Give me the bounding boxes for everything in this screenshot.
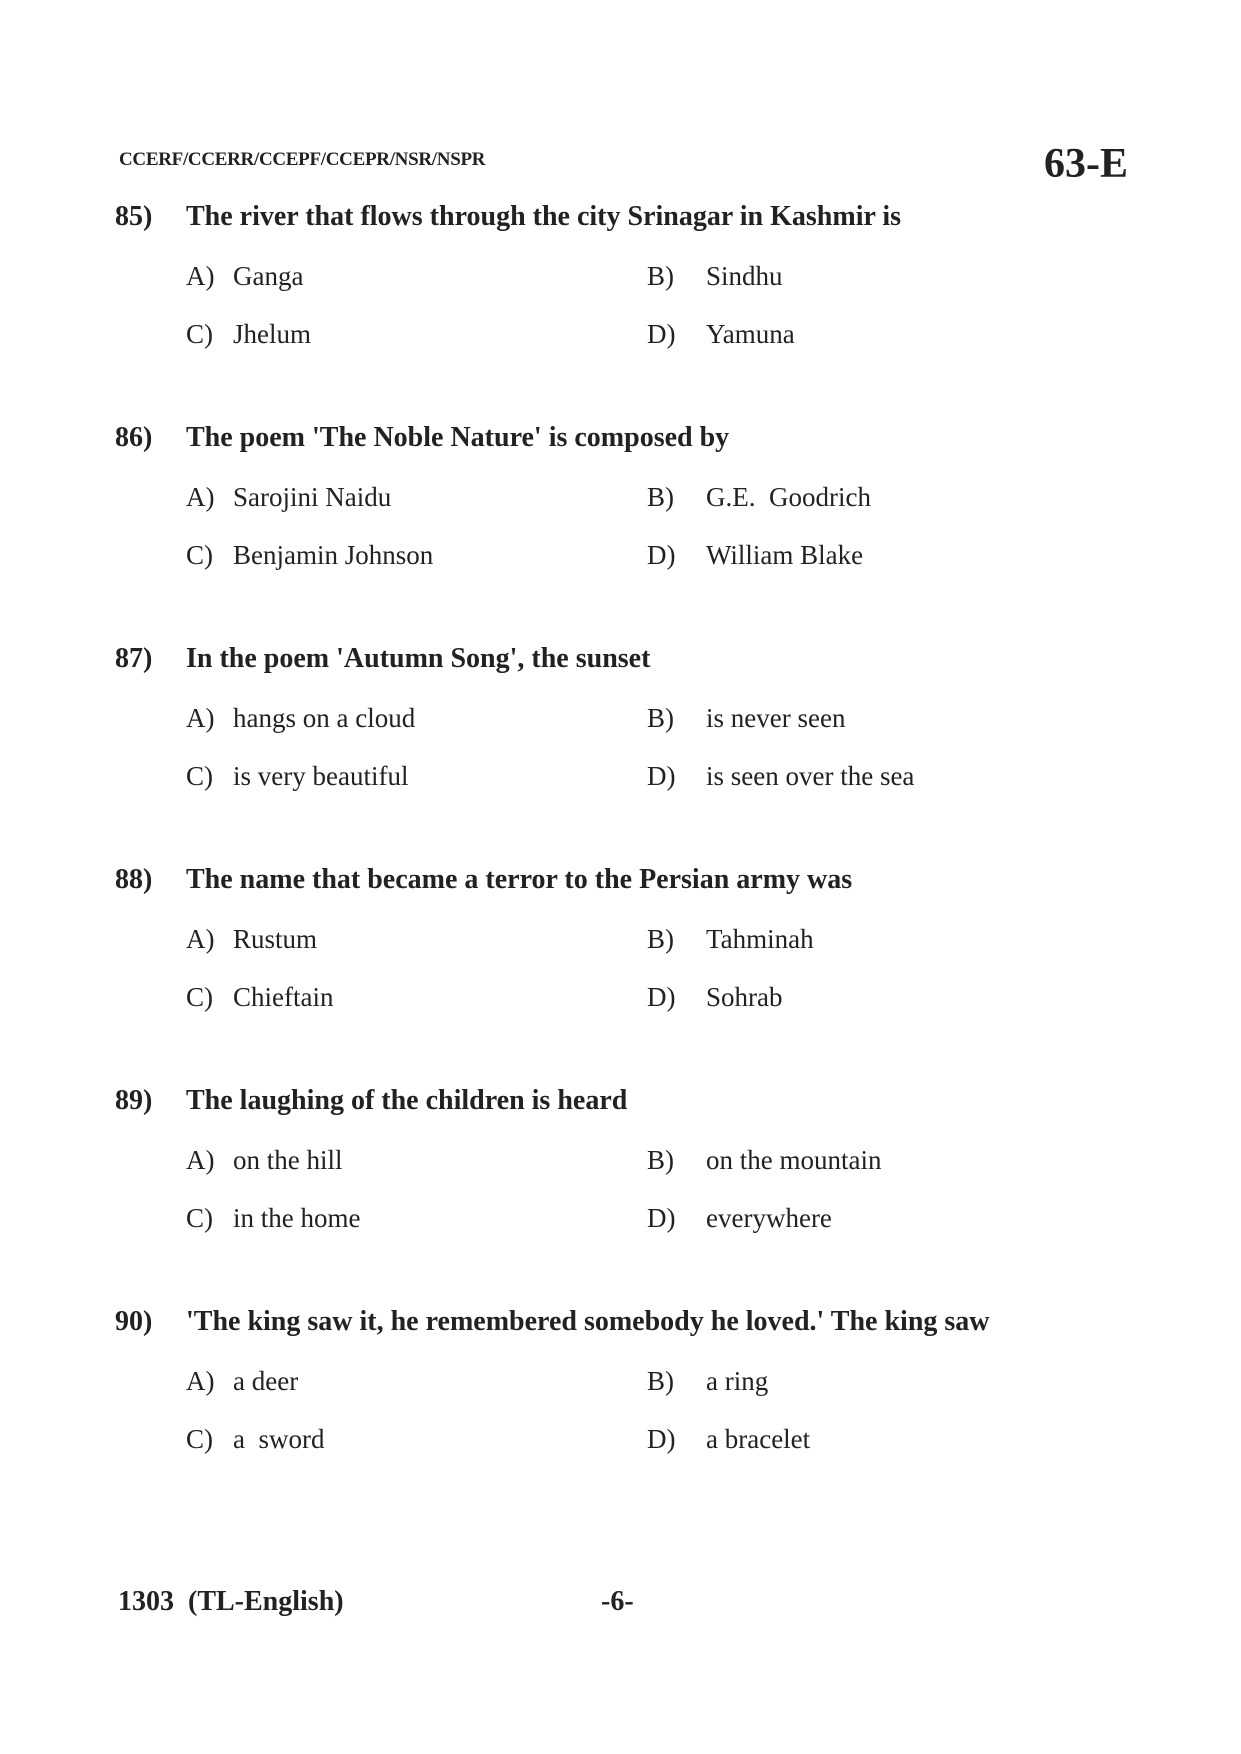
question-88 <box>115 860 1125 1017</box>
option-text: G.E. Goodrich <box>706 482 871 512</box>
option-text: Sohrab <box>706 982 783 1012</box>
question-89 <box>115 1081 1125 1238</box>
question-text: The name that became a terror to the Persian army was <box>186 864 853 895</box>
question-number: 88) <box>115 864 153 895</box>
option-letter: C) <box>186 982 213 1012</box>
option-letter: B) <box>647 1145 674 1175</box>
option-letter: D) <box>647 761 676 791</box>
question-number: 85) <box>115 201 153 232</box>
question-number: 89) <box>115 1085 153 1116</box>
option-text: a sword <box>233 1424 325 1454</box>
question-set-code: 63-E <box>1044 141 1128 187</box>
exam-code: CCERF/CCERR/CCEPF/CCEPR/NSR/NSPR <box>119 149 486 170</box>
option-letter: D) <box>647 540 676 570</box>
option-letter: C) <box>186 1424 213 1454</box>
question-text: The poem 'The Noble Nature' is composed by <box>186 422 730 453</box>
option-text: everywhere <box>706 1203 832 1233</box>
option-letter: A) <box>186 261 215 291</box>
option-letter: B) <box>647 924 674 954</box>
option-text: Rustum <box>233 924 318 954</box>
question-text: The laughing of the children is heard <box>186 1085 628 1116</box>
option-letter: C) <box>186 761 213 791</box>
option-letter: A) <box>186 703 215 733</box>
option-text: Sarojini Naidu <box>233 482 392 512</box>
option-letter: A) <box>186 1366 215 1396</box>
option-letter: C) <box>186 1203 213 1233</box>
option-letter: D) <box>647 1424 676 1454</box>
option-letter: B) <box>647 261 674 291</box>
question-90 <box>115 1302 1125 1459</box>
option-text: Tahminah <box>706 924 814 954</box>
option-letter: A) <box>186 1145 215 1175</box>
option-letter: C) <box>186 319 213 349</box>
option-text: hangs on a cloud <box>233 703 416 733</box>
option-text: a deer <box>233 1366 299 1396</box>
question-85 <box>115 197 1125 354</box>
option-text: Yamuna <box>706 319 795 349</box>
option-letter: C) <box>186 540 213 570</box>
option-text: is seen over the sea <box>706 761 915 791</box>
question-87 <box>115 639 1125 796</box>
option-letter: D) <box>647 1203 676 1233</box>
option-text: a ring <box>706 1366 769 1396</box>
question-text: The river that flows through the city Srinagar in Kashmir is <box>186 201 902 232</box>
option-letter: A) <box>186 482 215 512</box>
option-text: Jhelum <box>233 319 311 349</box>
option-letter: D) <box>647 982 676 1012</box>
question-86 <box>115 418 1125 575</box>
option-letter: B) <box>647 482 674 512</box>
question-number: 90) <box>115 1306 153 1337</box>
option-letter: D) <box>647 319 676 349</box>
question-text: In the poem 'Autumn Song', the sunset <box>186 643 651 674</box>
question-text: 'The king saw it, he remembered somebody he loved.' The king saw <box>186 1306 990 1337</box>
option-text: Benjamin Johnson <box>233 540 434 570</box>
question-number: 87) <box>115 643 153 674</box>
option-text: Sindhu <box>706 261 783 291</box>
option-text: in the home <box>233 1203 361 1233</box>
option-text: Ganga <box>233 261 304 291</box>
option-text: is never seen <box>706 703 846 733</box>
option-text: a bracelet <box>706 1424 811 1454</box>
option-text: William Blake <box>706 540 864 570</box>
option-text: is very beautiful <box>233 761 409 791</box>
page-number: -6- <box>601 1586 634 1617</box>
option-text: on the mountain <box>706 1145 882 1175</box>
paper-code: 1303 (TL-English) <box>118 1586 344 1617</box>
option-letter: A) <box>186 924 215 954</box>
option-text: on the hill <box>233 1145 343 1175</box>
question-number: 86) <box>115 422 153 453</box>
option-letter: B) <box>647 1366 674 1396</box>
option-text: Chieftain <box>233 982 334 1012</box>
option-letter: B) <box>647 703 674 733</box>
